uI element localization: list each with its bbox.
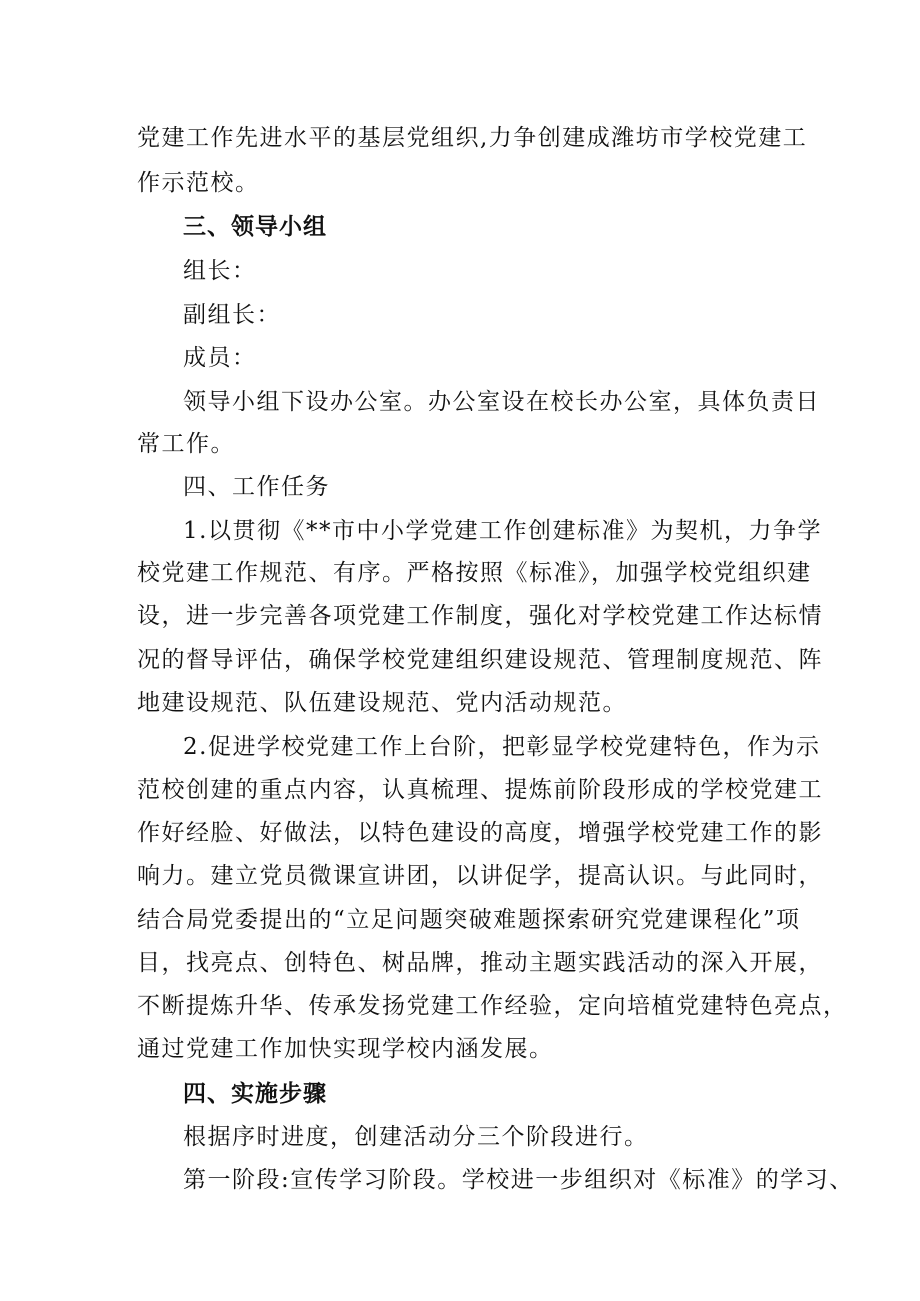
paragraph-line: 领导小组下设办公室。办公室设在校长办公室，具体负责日 — [183, 389, 820, 415]
paragraph-line: 根据序时进度，创建活动分三个阶段进行。 — [183, 1124, 649, 1150]
section-heading-tasks: 四、工作任务 — [183, 474, 330, 500]
group-leader-label: 组长： — [183, 258, 257, 284]
paragraph-line: 2.促进学校党建工作上台阶，把彰显学校党建特色，作为示 — [183, 734, 821, 760]
paragraph-line: 校党建工作规范、有序。严格按照《标准》，加强学校党组织建 — [137, 560, 812, 586]
members-label: 成员： — [183, 345, 257, 371]
paragraph-line: 范校创建的重点内容，认真梳理、提炼前阶段形成的学校党建工 — [137, 777, 823, 803]
paragraph-line: 况的督导评估，确保学校党建组织建设规范、管理制度规范、阵 — [137, 647, 823, 673]
paragraph-line: 第一阶段:宣传学习阶段。学校进一步组织对《标准》的学习、 — [183, 1167, 854, 1193]
section-heading-leadership: 三、领导小组 — [183, 214, 327, 240]
paragraph-line: 作示范校。 — [137, 170, 260, 196]
paragraph-line: 目，找亮点、创特色、树品牌，推动主题实践活动的深入开展， — [137, 950, 823, 976]
paragraph-line: 结合局党委提出的“立足问题突破难题探索研究党建课程化”项 — [137, 907, 801, 933]
paragraph-line: 常工作。 — [137, 431, 235, 457]
paragraph-line: 响力。建立党员微课宣讲团，以讲促学，提高认识。与此同时， — [137, 863, 823, 889]
paragraph-line: 地建设规范、队伍建设规范、党内活动规范。 — [137, 690, 627, 716]
paragraph-line: 党建工作先进水平的基层党组织,力争创建成潍坊市学校党建工 — [137, 125, 808, 151]
paragraph-line: 1.以贯彻《**市中小学党建工作创建标准》为契机，力争学 — [183, 518, 822, 544]
paragraph-line: 通过党建工作加快实现学校内涵发展。 — [137, 1036, 554, 1062]
paragraph-line: 设，进一步完善各项党建工作制度，强化对学校党建工作达标情 — [137, 603, 823, 629]
paragraph-line: 作好经脸、好做法，以特色建设的高度，增强学校党建工作的影 — [137, 820, 823, 846]
deputy-leader-label: 副组长： — [183, 302, 281, 328]
section-heading-steps: 四、实施步骤 — [183, 1081, 327, 1107]
paragraph-line: 不断提炼升华、传承发扬党建工作经验，定向培植党建特色亮点， — [137, 993, 848, 1019]
